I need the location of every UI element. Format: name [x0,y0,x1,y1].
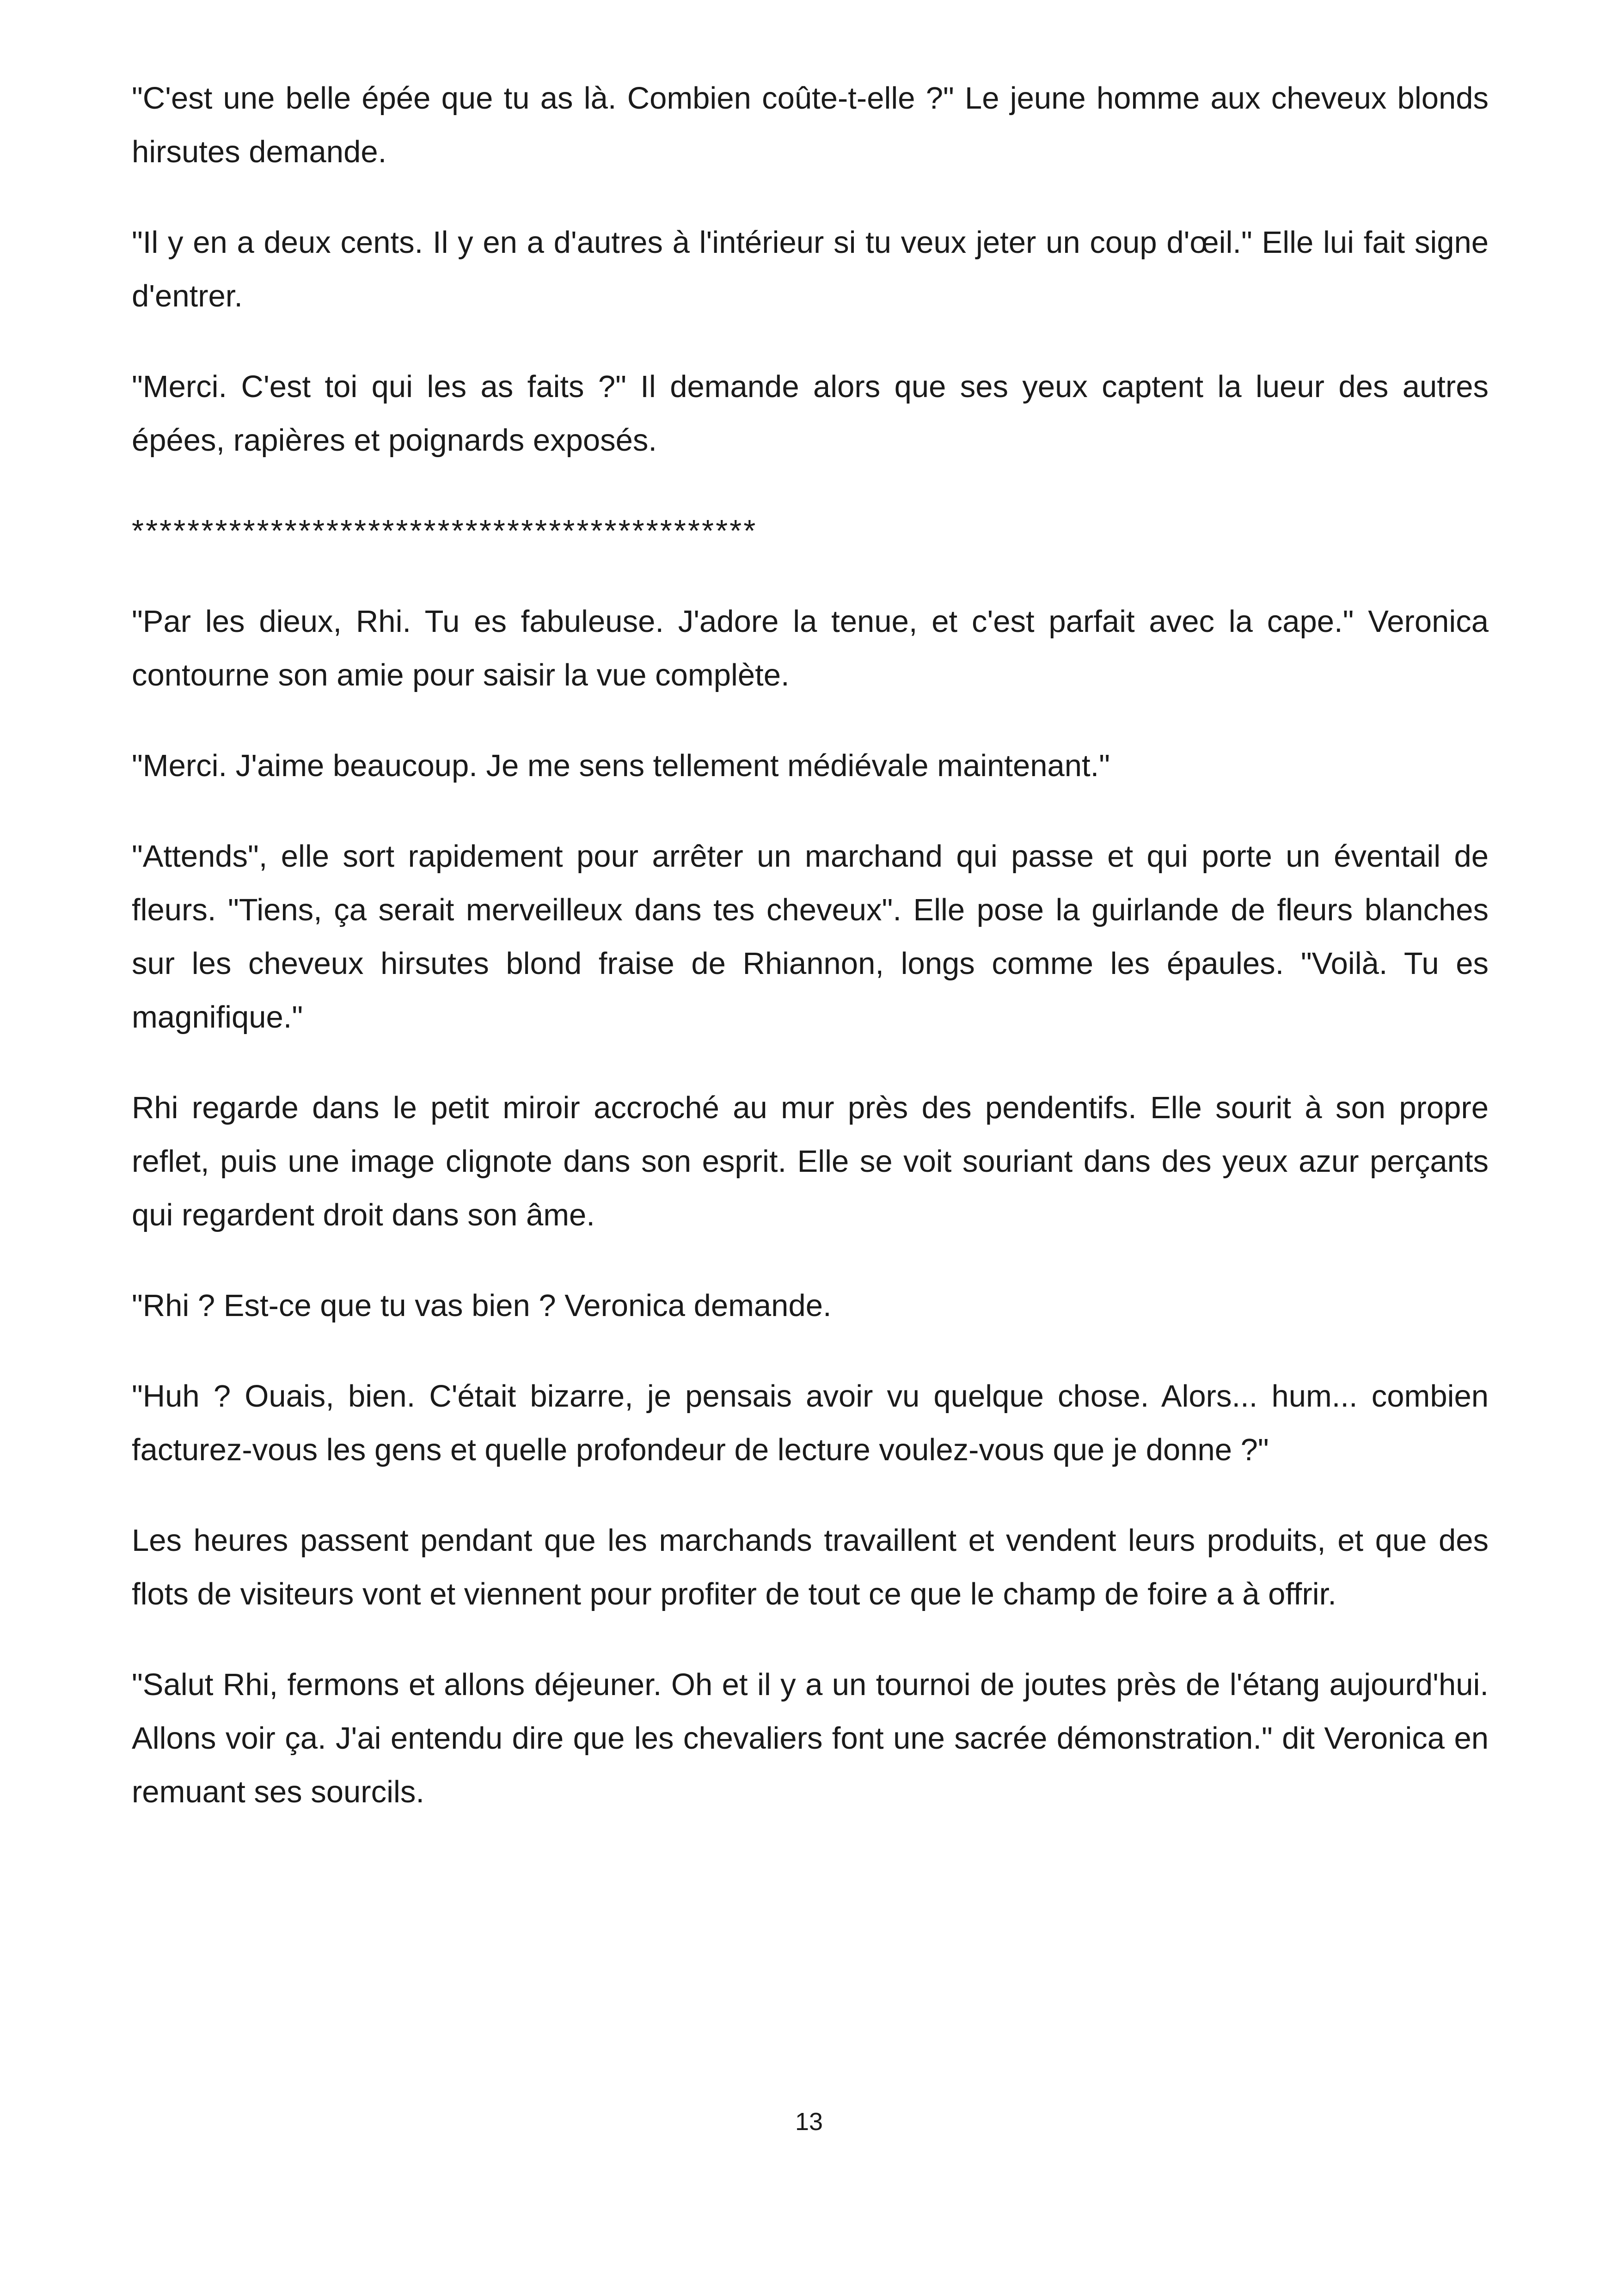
body-text [132,72,1489,1856]
page-number: 13 [795,2108,823,2136]
paragraph-fabulous: "Par les dieux, Rhi. Tu es fabuleuse. J'adore la tenue, et c'est parfait avec la cape." Veronica contourne son amie pour saisir la vue complète. [132,604,1489,692]
paragraph-are-you-ok: "Rhi ? Est-ce que tu vas bien ? Veronica demande. [132,1288,832,1323]
paragraph-mirror: Rhi regarde dans le petit miroir accroché au mur près des pendentifs. Elle sourit à son propre reflet, puis une image clignote dans son esprit. Elle se voit souriant dans des yeux azur perçants qui regardent droit dans son âme. [132,1090,1489,1232]
paragraph-lunch-joust: "Salut Rhi, fermons et allons déjeuner. Oh et il y a un tournoi de joutes près de l'étang aujourd'hui. Allons voir ça. J'ai entendu dire que les chevaliers font une sacrée démonstration." dit Veronica en remuant ses sourcils. [132,1667,1489,1809]
paragraph-flowers: "Attends", elle sort rapidement pour arrêter un marchand qui passe et qui porte un éventail de fleurs. "Tiens, ça serait merveilleux dans tes cheveux". Elle pose la guirlande de fleurs blanches sur les cheveux hirsutes blond fraise de Rhiannon, longs comme les épaules. "Voilà. Tu es magnifique." [132,839,1489,1035]
paragraph-thanks-made: "Merci. C'est toi qui les as faits ?" Il demande alors que ses yeux captent la lueur des autres épées, rapières et poignards exposés. [132,369,1489,458]
paragraph-sword-price: "C'est une belle épée que tu as là. Combien coûte-t-elle ?" Le jeune homme aux cheveux blonds hirsutes demande. [132,81,1489,169]
paragraph-huh: "Huh ? Ouais, bien. C'était bizarre, je pensais avoir vu quelque chose. Alors... hum... combien facturez-vous les gens et quelle profondeur de lecture voulez-vous que je donne ?" [132,1379,1489,1467]
paragraph-medieval: "Merci. J'aime beaucoup. Je me sens tellement médiévale maintenant." [132,748,1110,783]
paragraph-hours-pass: Les heures passent pendant que les marchands travaillent et vendent leurs produits, et que des flots de visiteurs vont et viennent pour profiter de tout ce que le champ de foire a à offrir. [132,1523,1489,1611]
paragraph-two-hundred: "Il y en a deux cents. Il y en a d'autres à l'intérieur si tu veux jeter un coup d'œil." Elle lui fait signe d'entrer. [132,225,1489,313]
scene-separator: ********************************************* [132,514,758,548]
